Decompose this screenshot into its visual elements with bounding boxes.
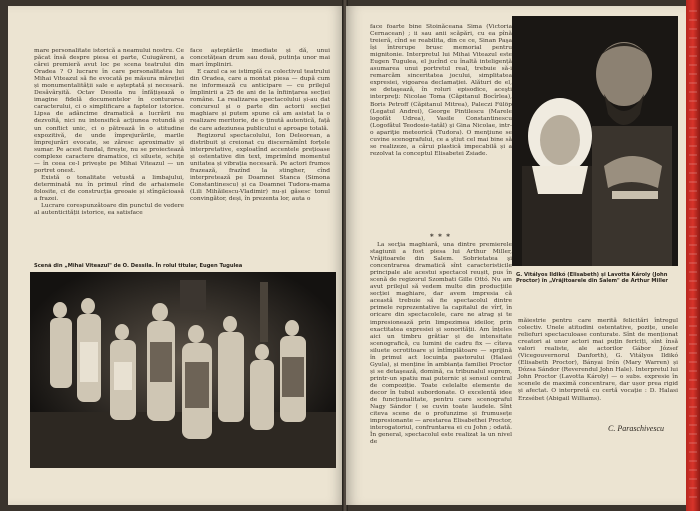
section-separator: * * * [430, 232, 451, 241]
right-col1-para-1: face foarte bine Stoinăceana Sima (Victoria Cernacean) ; ii sau anii scăpări, cu ea pînă treieră, cînd se reabilita, din ce ce, Sinan Paşa își întrerupe brusc memorial pentru mignitonie. Interpretul lui Mihai Viteazul este Eugen Tugulea, el jucînd cu înaltă inteligență asumarea unui portretul real, trebuie să-i remarcăm sinceritatea jocului, simplitatea expresiei, vigoarea declamației. Alături de el, se detaşează, în roluri episodice, aceşti interpreţi: Nicolae Toma (Căpitanul Bocîrlea), Boris Petroff (Căpitanul Mitrea), Paleczi Fülöp (Legatul Andrei), George Pintilescu (Marele logofăt Udrea), Vasile Constantinescu (Logofătul Teodosie-tatăl) şi Gina Nicolae, intr-o apariţie meteorică (Tudora). O menţiune se cuvine scenografului, ce a ştiut cel mai bine să se realizeze, a cărui plastică impecabilă și a rezolvat la conceptul Elisabetei Zsiade. [370, 24, 512, 157]
left-page [8, 6, 344, 505]
page-edge-red [686, 0, 700, 511]
left-col2-para-2: E cazul ca se istimplă ca colectivul teatrului din Oradea, care a montat piesa — după cum ne informează cu anticipare — cu prilejul împlinirii a 25 de ani de la înființarea secției române. La realizarea spectacolului și-au dat concursul și o parte din actorii secției maghiare și putem spune că am asistat la o realizare meritorie, de o ținută autentică, față de care adeziunea publicului e aproape totală. [190, 69, 330, 132]
left-column-1 [34, 48, 184, 217]
right-col2-para-1: măiestrie pentru care merită felicitări întregul colectiv. Unele atitudini ostentative, pozițe, unele reliefuri spectaculoase conturate. Sînt de menționat creatori ai unor actori mai puțin fericiți, sînt însă valori realiste, ale actorilor Gábor József (Vicegouvernorul Danforth), G. Vitályos Ildikó (Elisabeth Proctor), Bányai Irén (Mary Warren) și Dózsa Sándor (Reverendul John Hale). Interpretul lui John Proctor (Lavotta Károly) — o subs. expresie în scenele de maximă concentrare, dar ușor prea rigid și afectat. O interpretă cu certă vocație : D. Halasi Erzsébet (Abigail Williams). [518, 318, 678, 402]
right-col1b-para-1: La secţia maghiară, una dintre premierele stagiunii a fost piesa lui Arthur Miller, Vrăjitoarele din Salem. Sobrietatea şi concentrarea dramatică sînt caracteristicile principale ale acestui spectacol reușit, pus în scenă de regizorul Szombati Gille Ottó. Nu am avut prilejul să vedem multe din producțiile secției maghiare, dar avem impresia că această trebuie să fie spectacolul dintre primele reprezentative la capitalul de vîrf, în oricare din spectacolele, care ne atrag și te impresionează prin limpezimea ideilor, prin exactitatea expresiei și sonorității. Am înțeles aici un timbru grătiar și de intensitate scenografică, cu lumini de cadru fix — cîteva siluete ocrotitoare și întîmplătoare — sprijină în primul act locuința pastorului (Halasi Gyula), și menține în ambianța familiei Proctor și se detaşează, domină, ca tribunalul suprem, printr-un spatiu mai puternic și sensul central de compoziție. Toate celelalte elemente de decor în tubul subordonate. O excelentă idee de funcționalitate, pentru care scenograful Nagy Sándor ( se cuvin toate laudele. Sînt citeva scene de o profunzime și frumusețe impresionante — arestarea Elisabethei Proctor, interogatoriul, confruntarea ei cu John ; odată. În general, spectacolul este realizat la un nivel de [370, 242, 512, 446]
left-column-2 [190, 48, 330, 203]
right-page [346, 6, 686, 505]
stage-scene-illustration [30, 272, 336, 468]
right-column-2 [518, 318, 678, 403]
left-col1-para-3: Lucrare corespunzătoare din punctul de vedere al autenticității istorice, ea satisface [34, 203, 184, 217]
left-col2-para-1: face așteptările imediate și dă, unui concetățean drum sau două, putința unor mai mari împliniri. [190, 48, 330, 69]
left-col1-para-2: Există o tonalitate vetustă a limbajului, determinată nu în primul rînd de arhaismele folosite, ci de construcția greoaie și stîngăcioasă a frazei. [34, 174, 184, 202]
stage-scene-photo [30, 272, 336, 468]
right-column-1 [370, 24, 512, 158]
left-col1-para-1: mare personalitate istorică a neamului nostru. Ce păcat însă despre piesa ei parte, Cuiugăreni, a cărei premieră avut loc pe scena teatrului din Oradea ? O lucrare în care personalitatea lui Mihai Viteazul să fie evocată pe măsura măreției și monumentalității sale e așteptată și necesară. Desăvârșită. Octav Dessila nu înfățișează o imagine fidelă documentelor în conturarea caracterului, ci o simplificare a faptelor istorice. Lipsa de adâncime dramatică a lucrării nu dezvoltă, nici nu intensifică acțiunea rotundă și un conflict unic, ci o pătrează în o atitudine expozitivă, de unde împrejurările, marile împrejurări evocate, se zăresc aproximativ și sumar. Pe acest fundal, firește, nu se proiectează complexe caractere dramatice, ci siluete, schițe — în ceea ce-l privește pe Mihai Viteazul — un portret onest. [34, 48, 184, 174]
right-column-1b [370, 242, 512, 446]
author-signature: C. Paraschivescu [608, 424, 664, 433]
left-col2-para-3: Regizorul spectacolului, Ion Deleorean, a distribuit și creionat cu discernămînt forțele interpretative, exploatînd accentele prețioase și ostentative din text, imprimînd momentul unitatea și vibrația necesară. Pe actori frumos frazează, frazînd la stingher, cînd interpretează pe Doamnei Stanca (Simona Constantinescu) și ca Doamnei Tudora-mama (Lili Mihăilescu-Vladimir) nu-și găsesc tonul convingător, deși, în prezenta lor, auta o [190, 132, 330, 202]
salem-portrait-photo [512, 16, 678, 266]
right-photo-caption: G. Vitályos Ildikó (Elisabeth) și Lavotta Károly (John Proctor) în „Vrăjitoarele din Salem" de Arthur Miller [516, 272, 668, 285]
left-photo-caption: Scenă din „Mihai Viteazul" de O. Dessila. În rolul titular, Eugen Tugulea [34, 263, 243, 269]
salem-portrait-illustration [512, 16, 678, 266]
